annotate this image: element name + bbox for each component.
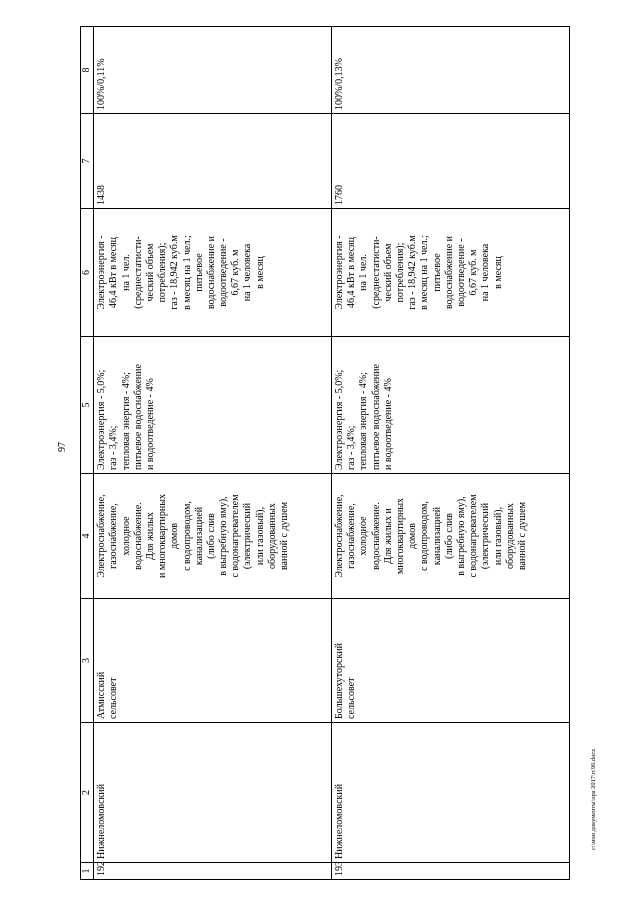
rotated-table-container	[80, 27, 570, 880]
header-cell-4: 4	[81, 474, 94, 599]
header-cell-3: 3	[81, 599, 94, 723]
indices-cell: Электроэнергия - 5,0%; газ - 3,4%; тепловая энергия - 4%; питьевое водоснабжение и водоотведение - 4%	[94, 337, 332, 474]
district-cell: Нижнеломовский	[332, 723, 570, 863]
page-number: 97	[57, 442, 68, 452]
indices-cell: Электроэнергия - 5,0%; газ - 3,4%; тепловая энергия - 4%; питьевое водоснабжение и водоотведение - 4%	[332, 337, 570, 474]
share-cell: 100%/0,11%	[94, 27, 332, 114]
volumes-cell: Электроэнергия - 46,4 кВт в месяц на 1 чел. (среднестатисти- ческий объем потребления); газ - 18,942 куб.м в месяц на 1 чел.; питьевое водоснабжение и водоотведение - 6,67 куб. м на 1 человека в месяц	[332, 209, 570, 337]
table-row	[94, 27, 332, 880]
header-cell-8: 8	[81, 27, 94, 114]
volumes-cell: Электроэнергия - 46,4 кВт в месяц на 1 чел. (среднестатисти- ческий объем потребления); газ - 18,942 куб.м в месяц на 1 чел.; питьевое водоснабжение и водоотведение - 6,67 куб. м на 1 человека в месяц	[94, 209, 332, 337]
population-cell: 1760	[332, 114, 570, 209]
council-cell: Атмисский сельсовет	[94, 599, 332, 723]
district-cell: Нижнеломовский	[94, 723, 332, 863]
header-row	[81, 27, 94, 880]
row-number: 193	[332, 863, 570, 880]
header-cell-7: 7	[81, 114, 94, 209]
footer-file-path: c:\мои документы\ора 2017\п\96.docx	[590, 748, 597, 850]
header-cell-6: 6	[81, 209, 94, 337]
table-row	[332, 27, 570, 880]
council-cell: Большехуторский сельсовет	[332, 599, 570, 723]
services-cell: Электроснабжение, газоснабжение, холодное водоснабжение. Для жилых и многоквартирных домов с водопроводом, канализацией (либо слив в выгребную яму), с водонагревателем (электрический или газовый), оборудованных ванной с душем	[332, 474, 570, 599]
header-cell-1: 1	[81, 863, 94, 880]
header-cell-2: 2	[81, 723, 94, 863]
tariff-table	[80, 26, 570, 880]
services-cell: Электроснабжение, газоснабжение, холодное водоснабжение. Для жилых и многоквартирных домов с водопроводом, канализацией (либо слив в выгребную яму), с водонагревателем (электрический или газовый), оборудованных ванной с душем	[94, 474, 332, 599]
population-cell: 1438	[94, 114, 332, 209]
header-cell-5: 5	[81, 337, 94, 474]
share-cell: 100%/0,13%	[332, 27, 570, 114]
row-number: 192	[94, 863, 332, 880]
